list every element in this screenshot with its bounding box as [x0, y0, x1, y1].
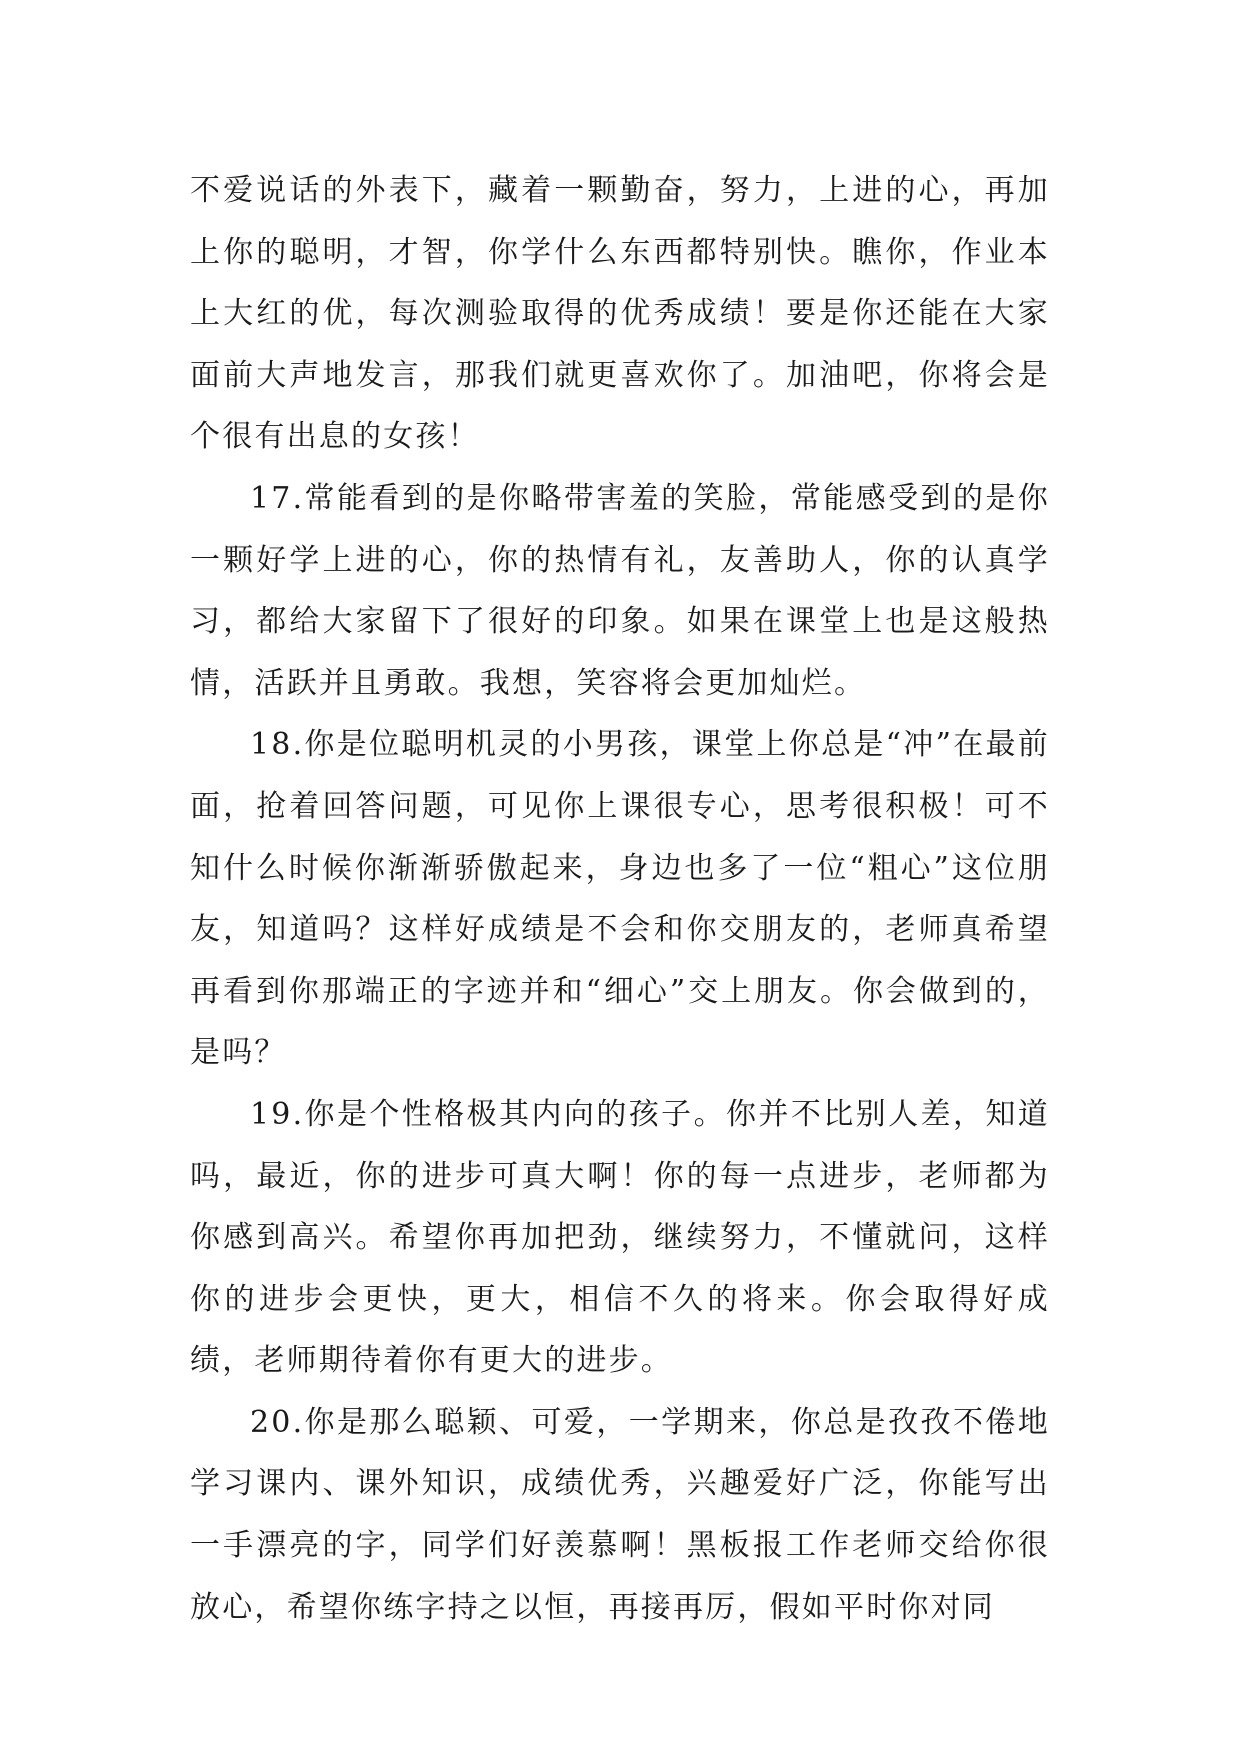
paragraph-18: 18.你是位聪明机灵的小男孩，课堂上你总是“冲”在最前面，抢着回答问题，可见你上课很专心，思考很积极！可不知什么时候你渐渐骄傲起来，身边也多了一位“粗心”这位朋友，知道吗？这样好成绩是不会和你交朋友的，老师真希望再看到你那端正的字迹并和“细心”交上朋友。你会做到的，是吗？ — [190, 727, 1050, 1071]
paragraph-continuation: 不爱说话的外表下，藏着一颗勤奋，努力，上进的心，再加上你的聪明，才智，你学什么东西都特别快。瞧你，作业本上大红的优，每次测验取得的优秀成绩！要是你还能在大家面前大声地发言，那我们就更喜欢你了。加油吧，你将会是个很有出息的女孩！ — [190, 173, 1050, 455]
paragraph-20: 20.你是那么聪颖、可爱，一学期来，你总是孜孜不倦地学习课内、课外知识，成绩优秀，兴趣爱好广泛，你能写出一手漂亮的字，同学们好羡慕啊！黑板报工作老师交给你很放心，希望你练字持之以恒，再接再厉，假如平时你对同 — [190, 1404, 1050, 1625]
paragraph-19: 19.你是个性格极其内向的孩子。你并不比别人差，知道吗，最近，你的进步可真大啊！你的每一点进步，老师都为你感到高兴。希望你再加把劲，继续努力，不懂就问，这样你的进步会更快，更大，相信不久的将来。你会取得好成绩，老师期待着你有更大的进步。 — [190, 1096, 1050, 1379]
document-body — [190, 160, 1050, 1638]
paragraph-17: 17.常能看到的是你略带害羞的笑脸，常能感受到的是你一颗好学上进的心，你的热情有礼，友善助人，你的认真学习，都给大家留下了很好的印象。如果在课堂上也是这般热情，活跃并且勇敢。我想，笑容将会更加灿烂。 — [190, 480, 1050, 701]
